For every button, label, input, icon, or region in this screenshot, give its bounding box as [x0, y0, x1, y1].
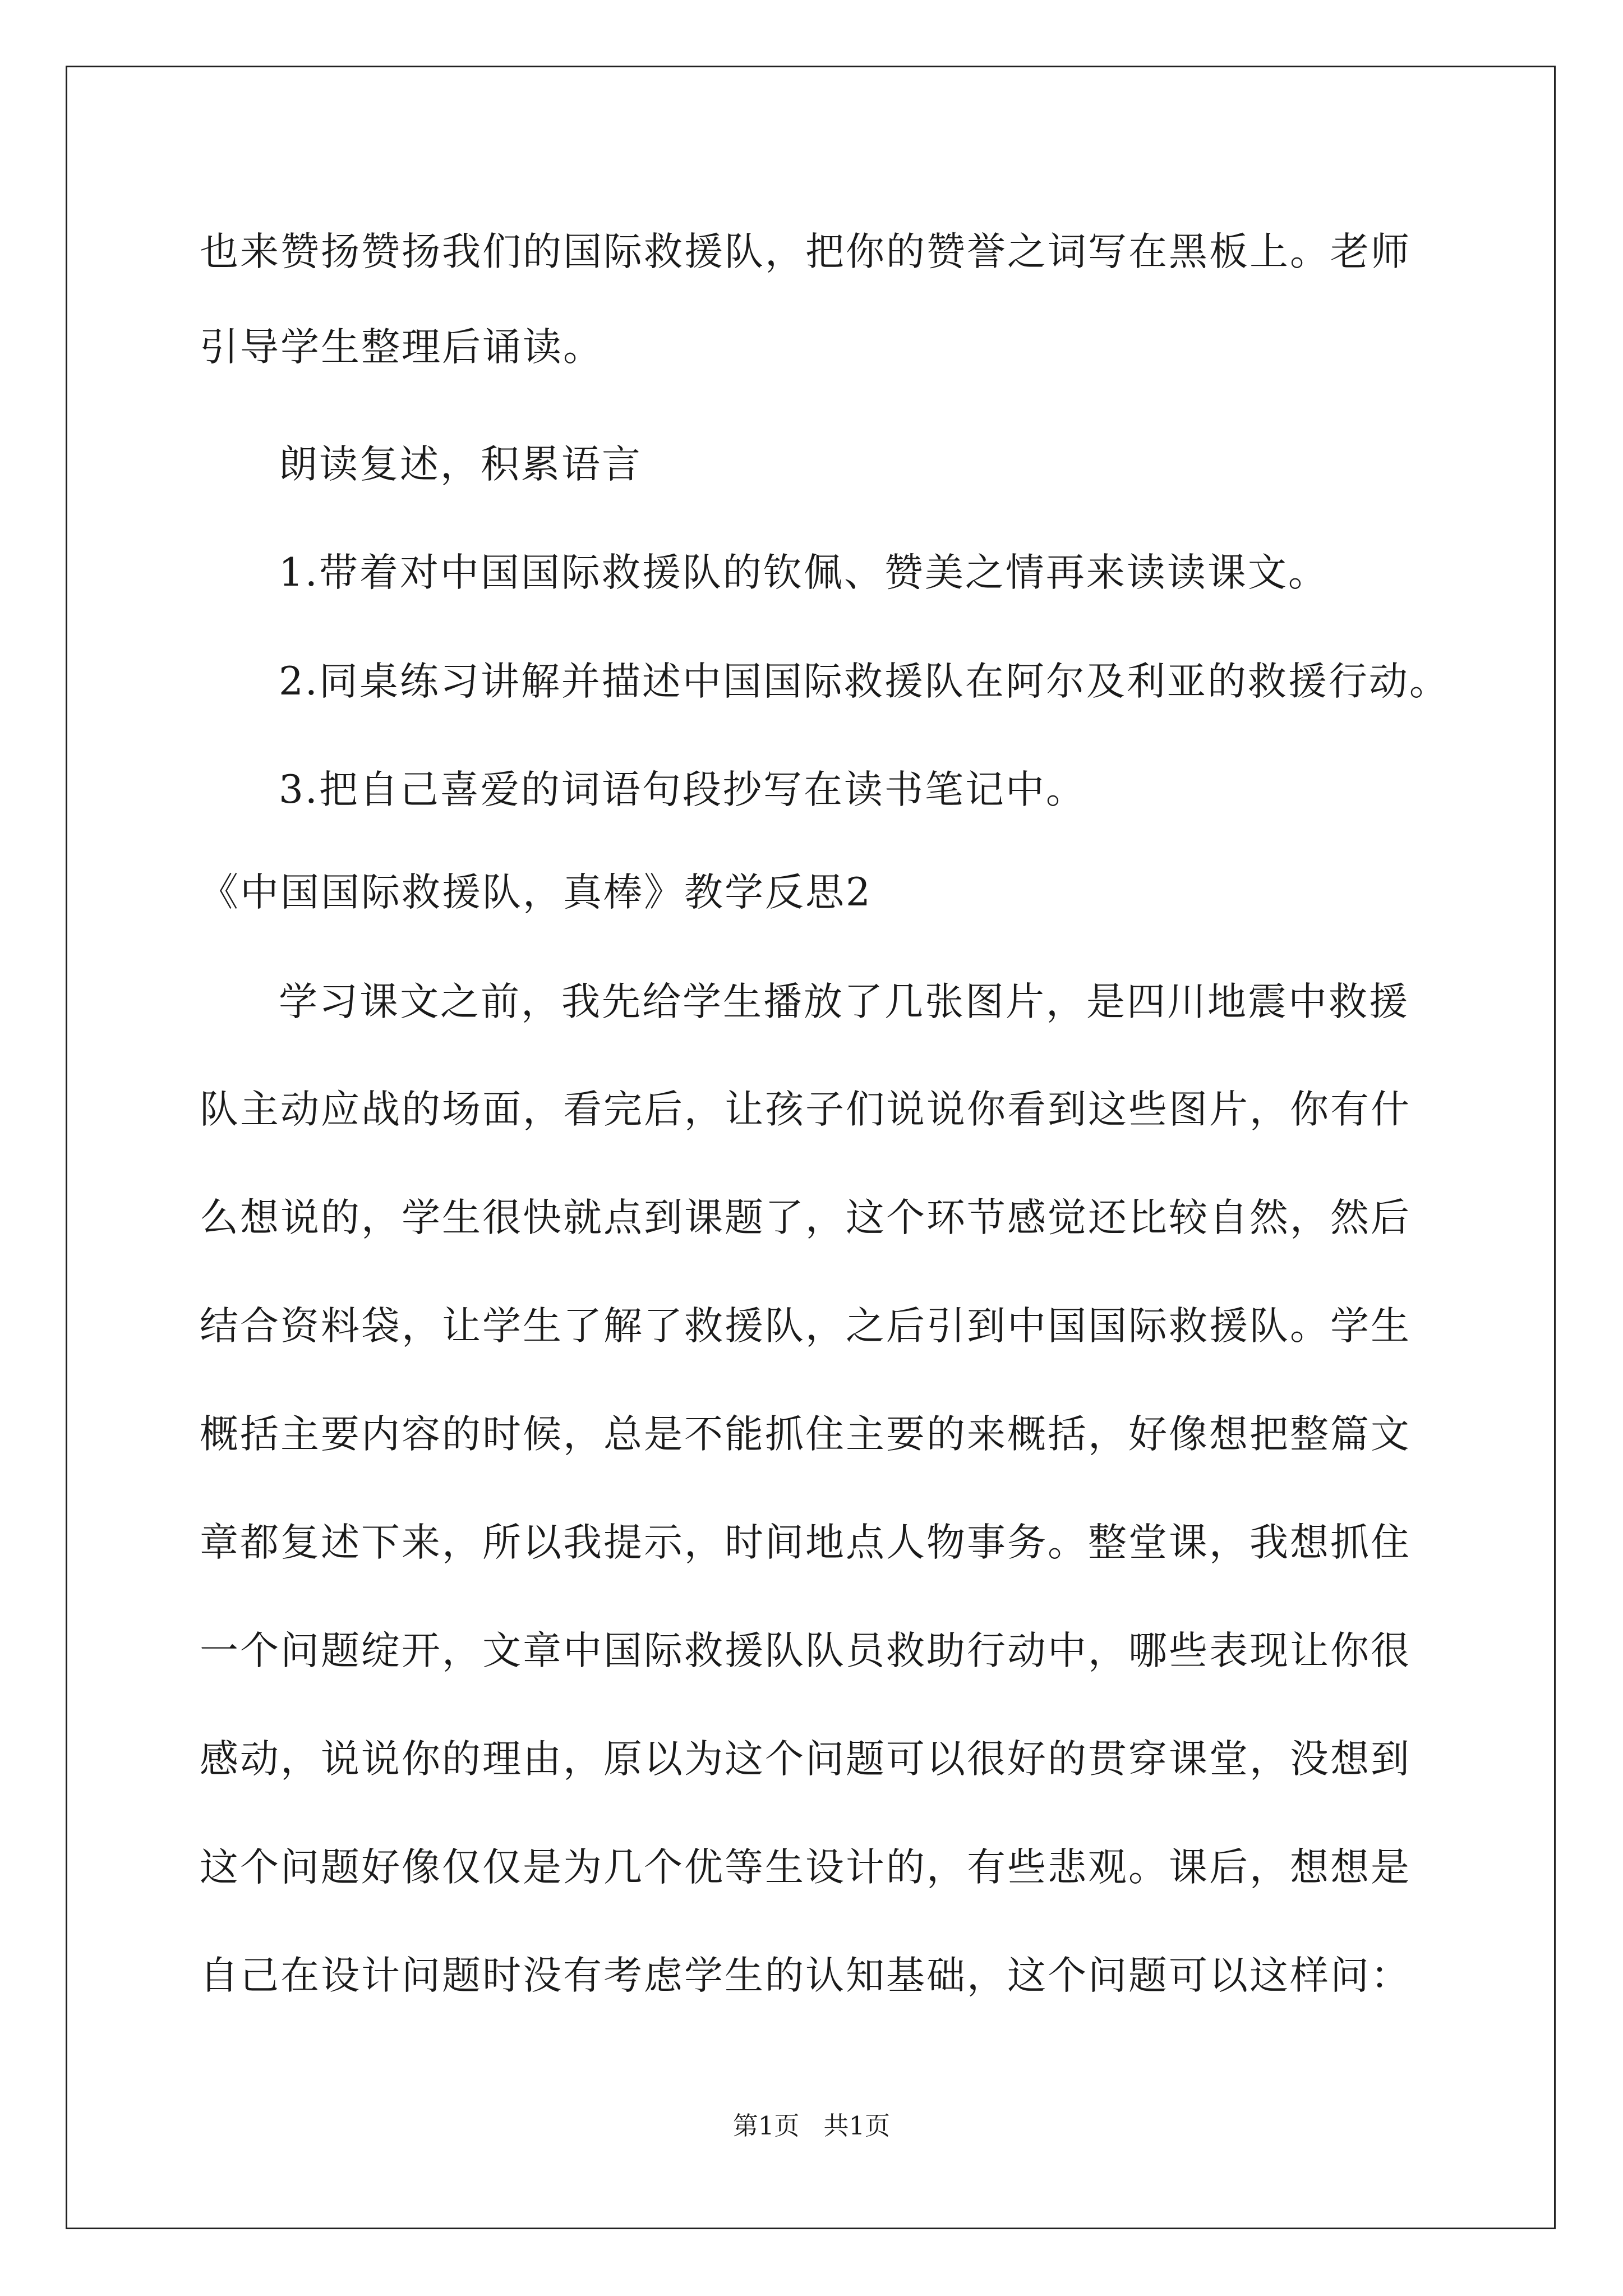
article-title: 《中国国际救援队，真棒》教学反思2 [200, 870, 872, 915]
reflection-line-10: 自己在设计问题时没有考虑学生的认知基础，这个问题可以这样问： [200, 1953, 1411, 1998]
page-border [66, 66, 1556, 2229]
reflection-line-9: 这个问题好像仅仅是为几个优等生设计的，有些悲观。课后，想想是 [200, 1845, 1411, 1890]
reflection-line-6: 章都复述下来，所以我提示，时间地点人物事务。整堂课，我想抓住 [200, 1520, 1411, 1565]
step-2: 2.同桌练习讲解并描述中国国际救援队在阿尔及利亚的救援行动。 [279, 659, 1450, 704]
section-heading: 朗读复述，积累语言 [279, 442, 642, 487]
paragraph-line-1: 也来赞扬赞扬我们的国际救援队，把你的赞誉之词写在黑板上。老师 [200, 229, 1411, 274]
step-3: 3.把自己喜爱的词语句段抄写在读书笔记中。 [279, 767, 1086, 812]
step-1: 1.带着对中国国际救援队的钦佩、赞美之情再来读读课文。 [279, 550, 1329, 595]
reflection-line-4: 结合资料袋，让学生了解了救援队，之后引到中国国际救援队。学生 [200, 1304, 1411, 1349]
reflection-line-2: 队主动应战的场面，看完后，让孩子们说说你看到这些图片，你有什 [200, 1087, 1411, 1132]
reflection-line-5: 概括主要内容的时候，总是不能抓住主要的来概括，好像想把整篇文 [200, 1412, 1411, 1457]
reflection-line-1: 学习课文之前，我先给学生播放了几张图片，是四川地震中救援 [279, 979, 1409, 1024]
paragraph-line-2: 引导学生整理后诵读。 [200, 325, 603, 370]
page-footer: 第1页 共1页 [732, 2111, 891, 2141]
reflection-line-8: 感动，说说你的理由，原以为这个问题可以很好的贯穿课堂，没想到 [200, 1737, 1411, 1782]
reflection-line-7: 一个问题绽开，文章中国际救援队队员救助行动中，哪些表现让你很 [200, 1628, 1411, 1673]
reflection-line-3: 么想说的，学生很快就点到课题了，这个环节感觉还比较自然，然后 [200, 1195, 1411, 1240]
